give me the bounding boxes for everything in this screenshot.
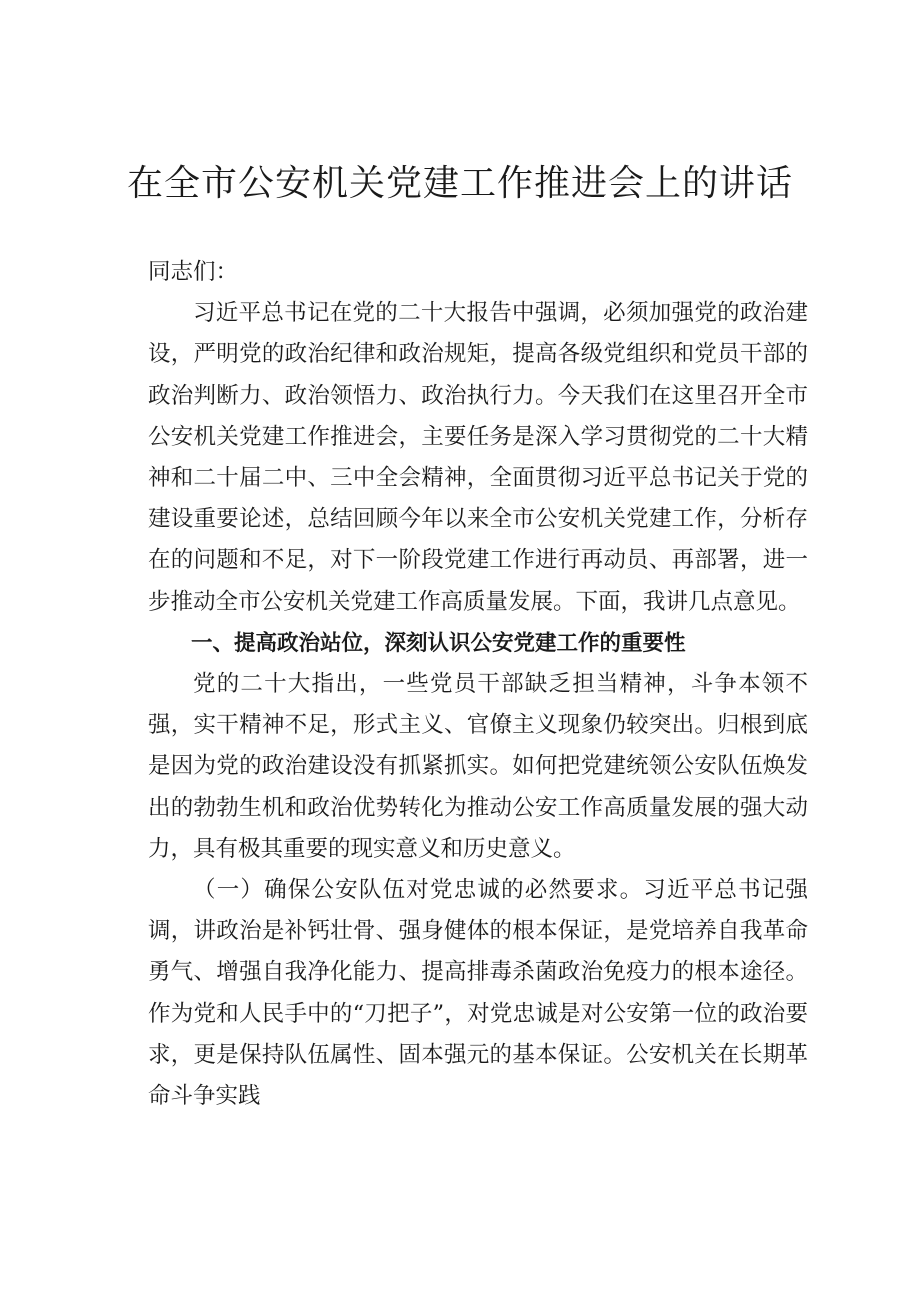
- section-heading: 一、提高政治站位，深刻认识公安党建工作的重要性: [191, 630, 686, 656]
- subsection-paragraph: （一）确保公安队伍对党忠诚的必然要求。习近平总书记强调，讲政治是补钙壮骨、强身健体的根本保证，是党培养自我革命勇气、增强自我净化能力、提高排毒杀菌政治免疫力的根本途径。作为党和人民手中的“刀把子”，对党忠诚是对公安第一位的政治要求，更是保持队伍属性、固本强元的基本保证。公安机关在长期革命斗争实践: [148, 877, 808, 1110]
- intro-paragraph: 习近平总书记在党的二十大报告中强调，必须加强党的政治建设，严明党的政治纪律和政治规矩，提高各级党组织和党员干部的政治判断力、政治领悟力、政治执行力。今天我们在这里召开全市公安机关党建工作推进会，主要任务是深入学习贯彻党的二十大精神和二十届二中、三中全会精神，全面贯彻习近平总书记关于党的建设重要论述，总结回顾今年以来全市公安机关党建工作，分析存在的问题和不足，对下一阶段党建工作进行再动员、再部署，进一步推动全市公安机关党建工作高质量发展。下面，我讲几点意见。: [148, 300, 808, 615]
- document-title: 在全市公安机关党建工作推进会上的讲话: [126, 163, 793, 204]
- section-paragraph: 党的二十大指出，一些党员干部缺乏担当精神，斗争本领不强，实干精神不足，形式主义、官僚主义现象仍较突出。归根到底是因为党的政治建设没有抓紧抓实。如何把党建统领公安队伍焕发出的勃勃生机和政治优势转化为推动公安工作高质量发展的强大动力，具有极其重要的现实意义和历史意义。: [148, 671, 808, 862]
- salutation: 同志们：: [148, 259, 239, 285]
- document-body: [148, 252, 808, 1117]
